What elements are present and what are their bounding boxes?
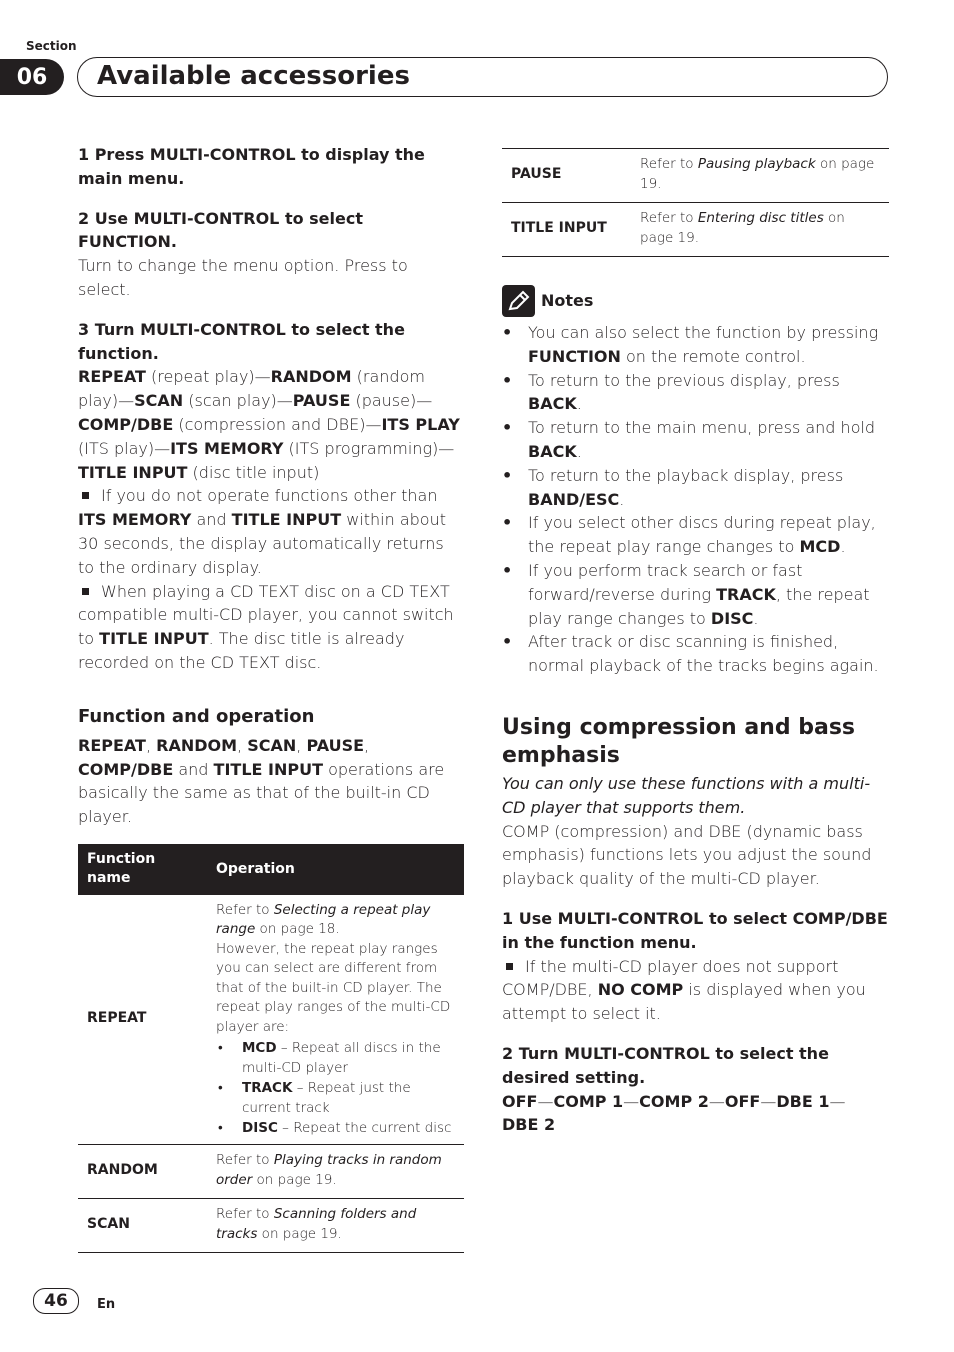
list-item xyxy=(502,511,889,559)
table-row xyxy=(78,1145,464,1199)
note-post: , the repeat play range changes to xyxy=(528,584,870,628)
note-pre: If you perform track search or fast forward/reverse during xyxy=(528,560,803,604)
func-bold-titleinput: TITLE INPUT xyxy=(213,759,323,779)
func-bold-pause: PAUSE xyxy=(306,735,365,755)
repeat-text: However, the repeat play ranges you can select are different from that of the built-in CD player. The repeat play ranges of the multi-CD player are: xyxy=(216,940,451,1035)
table-row xyxy=(502,149,889,203)
operation-cell xyxy=(207,1145,464,1199)
step-3: 3 Turn MULTI-CONTROL to select the function. xyxy=(78,319,405,363)
note-bold: BACK xyxy=(528,441,577,461)
language-label: En xyxy=(97,1297,116,1312)
list-item xyxy=(216,1038,455,1078)
function-name-cell: RANDOM xyxy=(78,1145,207,1199)
ref-link-text: Entering disc titles xyxy=(697,210,824,226)
note-2-post: . The disc title is already recorded on the CD TEXT disc. xyxy=(78,629,405,672)
note-bold: BAND/ESC xyxy=(528,489,620,509)
step-2-comp: 2 Turn MULTI-CONTROL to select the desired setting. xyxy=(502,1043,829,1087)
note-post: . xyxy=(753,608,759,628)
note-bold: NO COMP xyxy=(597,980,684,1000)
operation-cell xyxy=(631,203,889,257)
seq-itsplay-desc: (ITS play)— xyxy=(78,438,171,458)
function-table xyxy=(78,844,464,1254)
intro-italic: You can only use these functions with a multi-CD player that supports them. xyxy=(502,773,871,817)
note-post: . xyxy=(576,394,582,414)
notes-list xyxy=(502,321,889,678)
function-text xyxy=(78,734,464,829)
list-item xyxy=(216,1078,455,1118)
ref-pre: Refer to xyxy=(216,1206,274,1223)
note-post: is displayed when you attempt to select it. xyxy=(502,980,866,1024)
square-bullet-icon xyxy=(82,588,89,595)
item-bold: MCD xyxy=(242,1040,277,1057)
ref-post: on page 19. xyxy=(257,1225,342,1242)
list-item xyxy=(502,321,889,369)
seq-compdbe: COMP/DBE xyxy=(78,414,174,434)
setting-off: OFF xyxy=(724,1091,761,1111)
note-2-pre: When playing a CD TEXT disc on a CD TEXT compatible multi-CD player, you cannot switch to xyxy=(78,581,454,649)
seq-pause-desc: (pause)— xyxy=(350,391,433,411)
table-row xyxy=(78,895,464,1145)
list-item xyxy=(502,416,889,464)
section-number-badge: 06 xyxy=(0,59,64,95)
col-header-function-name: Function name xyxy=(78,844,207,895)
setting-dbe2: DBE 2 xyxy=(502,1115,556,1135)
square-bullet-icon xyxy=(506,963,513,970)
section-heading: Using compression and bass emphasis xyxy=(502,714,856,768)
settings-sequence xyxy=(502,1090,889,1138)
item-bold: TRACK xyxy=(242,1080,293,1097)
operation-cell xyxy=(207,1199,464,1253)
note-1-pre: If you do not operate functions other than xyxy=(101,486,438,506)
repeat-range-list xyxy=(216,1038,455,1138)
func-bold-repeat: REPEAT xyxy=(78,735,146,755)
note-post: . xyxy=(576,441,582,461)
ref-post: on page 19. xyxy=(640,156,875,192)
table-row xyxy=(502,203,889,257)
list-item xyxy=(216,1118,455,1138)
note-bold: FUNCTION xyxy=(528,346,621,366)
ref-pre: Refer to xyxy=(640,156,698,172)
note-pre: To return to the main menu, press and hold xyxy=(528,418,876,438)
ref-pre: Refer to xyxy=(640,210,698,226)
col-header-operation: Operation xyxy=(207,844,464,895)
sep: — xyxy=(708,1091,725,1111)
step-1-note xyxy=(502,955,889,1026)
ref-link-text: Pausing playback xyxy=(697,156,816,172)
note-pre: To return to the playback display, press xyxy=(528,465,844,485)
sep: — xyxy=(829,1091,846,1111)
seq-repeat-desc: (repeat play)— xyxy=(145,367,271,387)
square-bullet-icon xyxy=(82,492,89,499)
list-item xyxy=(502,464,889,512)
operation-cell xyxy=(207,895,464,1145)
table-header-row xyxy=(78,844,464,895)
list-item xyxy=(502,630,889,678)
note-pre: After track or disc scanning is finished, normal playback of the tracks begins again. xyxy=(528,632,879,676)
note-bold: TRACK xyxy=(716,584,776,604)
seq-itsmemory: ITS MEMORY xyxy=(170,438,284,458)
seq-repeat: REPEAT xyxy=(78,367,146,387)
func-bold-random: RANDOM xyxy=(156,735,238,755)
step-2-text: Turn to change the menu option. Press to select. xyxy=(78,256,408,299)
page-number: 46 xyxy=(33,1288,79,1314)
note-2-bold: TITLE INPUT xyxy=(99,629,209,649)
note-bold: MCD xyxy=(799,537,841,557)
sep: — xyxy=(623,1091,640,1111)
table-row xyxy=(78,1199,464,1253)
page-title: Available accessories xyxy=(97,61,410,91)
step-1-comp: 1 Use MULTI-CONTROL to select COMP/DBE in the function menu. xyxy=(502,908,888,952)
seq-titleinput-desc: (disc title input) xyxy=(187,462,320,482)
sep: , xyxy=(364,735,370,755)
ref-post: on page 19. xyxy=(252,1171,337,1188)
function-name-cell: SCAN xyxy=(78,1199,207,1253)
sep: , xyxy=(237,735,248,755)
note-cd-text xyxy=(78,580,464,675)
seq-scan-desc: (scan play)— xyxy=(183,391,293,411)
ref-link-text: Scanning folders and tracks xyxy=(216,1206,417,1242)
item-bold: DISC xyxy=(242,1120,278,1137)
step-1: 1 Press MULTI-CONTROL to display the main menu. xyxy=(78,145,425,188)
seq-scan: SCAN xyxy=(134,391,184,411)
item-text: – Repeat the current disc xyxy=(277,1120,452,1137)
seq-compdbe-desc: (compression and DBE)— xyxy=(173,414,382,434)
seq-pause: PAUSE xyxy=(292,391,351,411)
intro-text: COMP (compression) and DBE (dynamic bass emphasis) functions lets you adjust the sound playback quality of the multi-CD player. xyxy=(502,821,872,889)
item-text: – Repeat all discs in the multi-CD player xyxy=(242,1040,441,1077)
section-label: Section xyxy=(26,39,77,53)
seq-random-desc: (random play)— xyxy=(78,367,425,411)
note-1-bold-1: ITS MEMORY xyxy=(78,510,192,530)
note-1-bold-2: TITLE INPUT xyxy=(231,510,342,530)
right-column xyxy=(502,148,889,1137)
ref-post: on page 19. xyxy=(640,210,845,246)
func-bold-scan: SCAN xyxy=(247,735,297,755)
function-heading: Function and operation xyxy=(78,705,315,727)
operation-cell xyxy=(631,149,889,203)
note-pre: You can also select the function by pressing xyxy=(528,323,879,342)
note-post: . xyxy=(840,537,846,557)
setting-off: OFF xyxy=(502,1091,538,1111)
list-item xyxy=(502,369,889,417)
seq-random: RANDOM xyxy=(270,367,352,387)
note-post: on the remote control. xyxy=(620,346,806,366)
note-its-memory xyxy=(78,484,464,579)
note-pre: To return to the previous display, press xyxy=(528,370,840,390)
pencil-note-icon xyxy=(502,285,535,317)
sep: , xyxy=(296,735,307,755)
sep: and xyxy=(173,759,214,779)
setting-comp1: COMP 1 xyxy=(553,1091,624,1111)
seq-itsmemory-desc: (ITS programming)— xyxy=(283,438,455,458)
ref-pre: Refer to xyxy=(216,901,274,918)
ref-link-text: Playing tracks in random order xyxy=(216,1152,442,1188)
notes-header xyxy=(502,285,889,317)
sep: — xyxy=(537,1091,554,1111)
note-1-post: within about 30 seconds, the display automatically returns to the ordinary display. xyxy=(78,510,446,577)
seq-titleinput: TITLE INPUT xyxy=(78,462,188,482)
left-column xyxy=(78,143,464,1253)
note-pre: If the multi-CD player does not support COMP/DBE, xyxy=(502,956,839,1000)
sep: — xyxy=(760,1091,777,1111)
ref-post: on page 18. xyxy=(255,921,340,938)
note-post: . xyxy=(619,489,625,509)
function-sequence xyxy=(78,365,464,484)
function-name-cell: TITLE INPUT xyxy=(502,203,631,257)
item-text: – Repeat just the current track xyxy=(242,1080,411,1117)
setting-dbe1: DBE 1 xyxy=(776,1091,830,1111)
func-bold-compdbe: COMP/DBE xyxy=(78,759,174,779)
sep: , xyxy=(145,735,157,755)
step-2: 2 Use MULTI-CONTROL to select FUNCTION. xyxy=(78,208,363,252)
note-bold: BACK xyxy=(528,394,577,414)
func-text-post: operations are basically the same as that of the built-in CD player. xyxy=(78,759,445,827)
function-table-continued xyxy=(502,148,889,257)
ref-link-text: Selecting a repeat play range xyxy=(216,901,431,938)
setting-comp2: COMP 2 xyxy=(639,1091,709,1111)
note-1-mid: and xyxy=(191,510,232,530)
ref-pre: Refer to xyxy=(216,1152,274,1169)
list-item xyxy=(502,559,889,630)
seq-itsplay: ITS PLAY xyxy=(381,414,460,434)
note-pre: If you select other discs during repeat play, the repeat play range changes to xyxy=(528,513,876,557)
function-name-cell: REPEAT xyxy=(78,895,207,1145)
note-bold: DISC xyxy=(710,608,754,628)
function-name-cell: PAUSE xyxy=(502,149,631,203)
notes-label: Notes xyxy=(541,291,594,311)
